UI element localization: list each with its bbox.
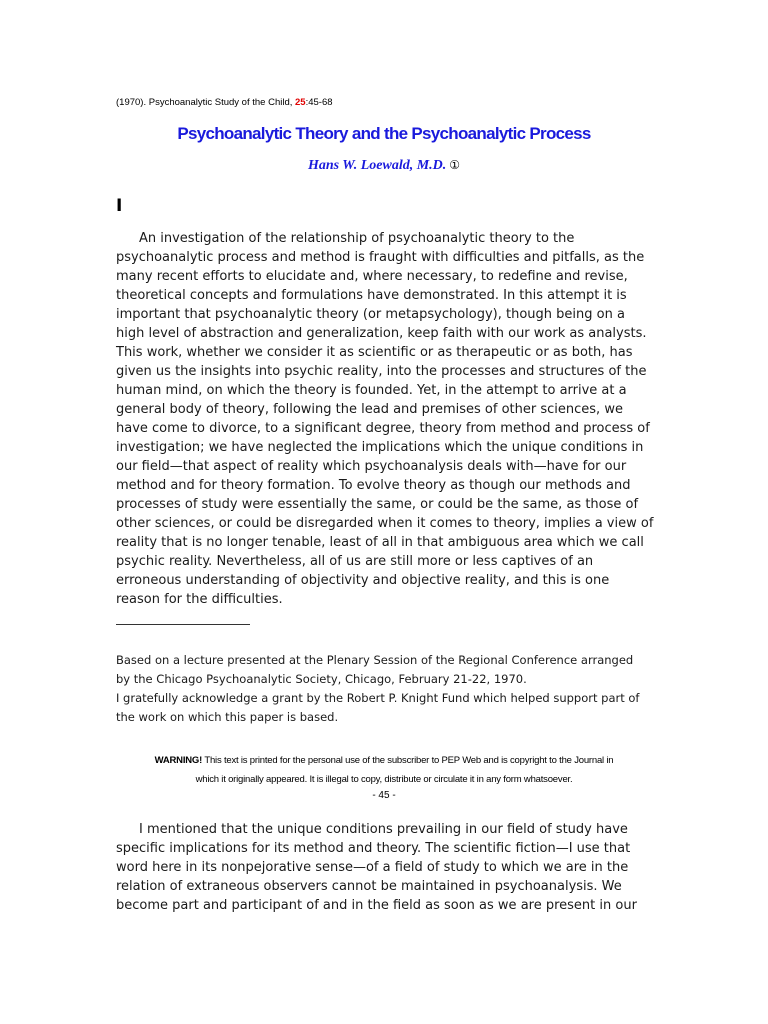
citation-prefix: (1970). Psychoanalytic Study of the Child, <box>116 97 296 108</box>
warning-text-line-2: which it originally appeared. It is illegal to copy, distribute or circulate it in any form whatsoever. <box>195 774 573 785</box>
copyright-warning <box>100 751 668 789</box>
citation-pages: :45-68 <box>305 97 333 108</box>
citation-line <box>116 97 333 108</box>
footnote-line: Based on a lecture presented at the Plenary Session of the Regional Conference arranged <box>116 653 634 667</box>
section-heading: I <box>116 196 123 216</box>
warning-label: WARNING! <box>154 755 203 766</box>
body-paragraph-2: I mentioned that the unique conditions prevailing in our field of study have specific implications for its method and theory. The scientific fiction—I use that word here in its nonpejorative sense—of a field of study to which we are in the relation of extraneous observers cannot be maintained in psychoanalysis. We become part and participant of and in the field as soon as we are present in our <box>116 822 637 913</box>
footnotes <box>116 651 656 727</box>
footnote-line: the work on which this paper is based. <box>116 710 339 724</box>
footnote-line: I gratefully acknowledge a grant by the Robert P. Knight Fund which helped support part of <box>116 691 640 705</box>
footnote-marker-icon[interactable]: ① <box>449 158 461 172</box>
citation-volume-link[interactable]: 25 <box>295 97 306 108</box>
body-paragraph-1: An investigation of the relationship of psychoanalytic theory to the psychoanalytic process and method is fraught with difficulties and pitfalls, as the many recent efforts to elucidate and, where necessary, to redefine and revise, theoretical concepts and formulations have demonstrated. In this attempt it is important that psychoanalytic theory (or metapsychology), though being on a high level of abstraction and generalization, keep faith with our work as analysts. This work, whether we consider it as scientific or as therapeutic or as both, has given us the insights into psychic reality, into the processes and structures of the human mind, on which the theory is founded. Yet, in the attempt to arrive at a general body of theory, following the lead and premises of other sciences, we have come to divorce, to a significant degree, theory from method and process of investigation; we have neglected the implications which the unique conditions in our field—that aspect of reality which psychoanalysis deals with—have for our method and for theory formation. To evolve theory as though our methods and processes of study were essentially the same, or could be the same, as those of other sciences, or could be disregarded when it comes to theory, implies a view of reality that is no longer tenable, least of all in that ambiguous area which we call psychic reality. Nevertheless, all of us are still more or less captives of an erroneous understanding of objectivity and objective reality, and this is one reason for the difficulties. <box>116 231 654 607</box>
warning-text: This text is printed for the personal use of the subscriber to PEP Web and is copyright to the Journal in <box>202 755 614 766</box>
author-name: Hans W. Loewald, M.D. <box>307 158 447 173</box>
footnote-line: by the Chicago Psychoanalytic Society, Chicago, February 21-22, 1970. <box>116 672 527 686</box>
author-line <box>0 158 768 174</box>
article-title: Psychoanalytic Theory and the Psychoanalytic Process <box>177 124 591 143</box>
page-number: - 45 - <box>372 790 396 801</box>
footnote-divider <box>116 624 250 625</box>
